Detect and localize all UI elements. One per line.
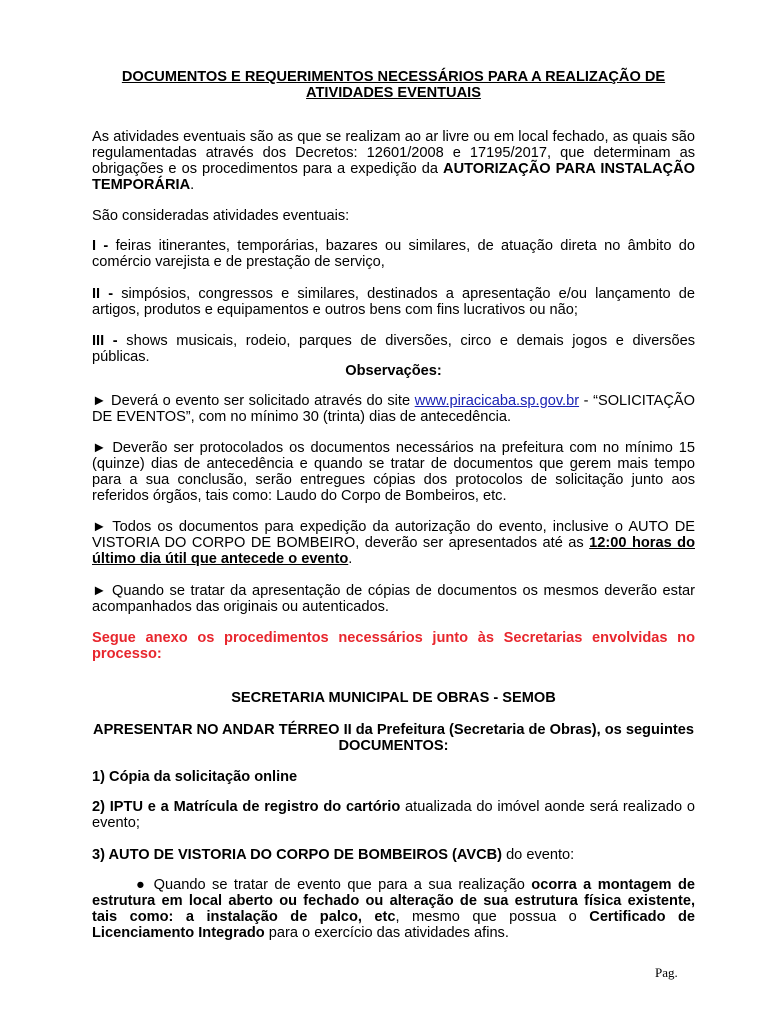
document-title (92, 69, 695, 101)
bullet-text-e: para o exercício das atividades afins. (264, 925, 509, 941)
req-2-text: atualizada do imóvel aonde será realizado o evento; (92, 799, 695, 831)
item-1-text: feiras itinerantes, temporárias, bazares ou similares, de atuação direta no âmbito do comércio varejista e de prestação de serviço, (92, 238, 695, 270)
bullet-text-d: Certificado de Licenciamento Integrado (92, 909, 696, 941)
bullet-paragraph (92, 877, 695, 941)
item-3-label: III - (92, 333, 118, 349)
item-2-label: II - (92, 286, 114, 302)
intro-text: As atividades eventuais são as que se realizam ao ar livre ou em local fechado, as quais são regulamentadas através dos Decretos: 12601/2008 e 17195/2017, que determinam as obrigações e os procedimentos para a expedição da (92, 129, 695, 177)
observations-title: Observações: (345, 363, 442, 379)
obs-3-deadline: 12:00 horas do último dia útil que antecede o evento (92, 535, 695, 567)
req-3-bold: 3) AUTO DE VISTORIA DO CORPO DE BOMBEIROS (AVCB) (92, 847, 503, 863)
item-3-text: shows musicais, rodeio, parques de diversões, circo e demais jogos e diversões públicas. (92, 333, 695, 365)
intro-paragraph (92, 129, 695, 193)
present-line-2: DOCUMENTOS: (338, 738, 449, 754)
obs-3-text-a: ► Todos os documentos para expedição da autorização do evento, inclusive o AUTO DE VISTORIA DO CORPO DE BOMBEIRO, deverão ser apresentados até as (92, 519, 695, 551)
semob-title: SECRETARIA MUNICIPAL DE OBRAS - SEMOB (231, 690, 556, 706)
item-3 (92, 333, 695, 365)
req-3-text: do evento: (502, 847, 575, 863)
req-2-bold: 2) IPTU e a Matrícula de registro do cartório (92, 799, 401, 815)
item-2-text: simpósios, congressos e similares, destinados a apresentação e/ou lançamento de artigos, produtos e equipamentos e outros bens com fins lucrativos ou não; (92, 286, 695, 318)
bullet-text-c: , mesmo que possua o (395, 909, 590, 925)
requirement-2 (92, 799, 695, 831)
intro-bold: AUTORIZAÇÃO PARA INSTALAÇÃO TEMPORÁRIA (92, 161, 695, 193)
red-note: Segue anexo os procedimentos necessários junto às Secretarias envolvidas no processo: (92, 630, 695, 662)
present-heading (92, 722, 695, 754)
observation-2: ► Deverão ser protocolados os documentos necessários na prefeitura com no mínimo 15 (quinze) dias de antecedência e quando se tratar de documentos que gerem mais tempo para a sua conclusão, serão entregues cópias dos protocolos de solicitação junto aos referidos órgãos, tais como: Laudo do Corpo de Bombeiros, etc. (92, 440, 695, 504)
obs-3-end: . (348, 551, 353, 567)
observation-4: ► Quando se tratar da apresentação de cópias de documentos os mesmos deverão estar acompanhados das originais ou autenticados. (92, 583, 695, 615)
title-line-2: ATIVIDADES EVENTUAIS (306, 85, 481, 101)
item-1-label: I - (92, 238, 109, 254)
page-number-label: Pag. (655, 965, 678, 980)
observation-1 (92, 393, 695, 425)
present-line-1: APRESENTAR NO ANDAR TÉRREO II da Prefeitura (Secretaria de Obras), os seguintes (93, 722, 694, 738)
bullet-text-b: ocorra a montagem de estrutura em local aberto ou fechado ou alteração de sua estrutura física existente, tais como: a instalação de palco, etc (92, 877, 695, 925)
intro-end: . (190, 177, 195, 193)
obs-1-text-b: - “SOLICITAÇÃO DE EVENTOS”, com no mínimo 30 (trinta) dias de antecedência. (92, 393, 696, 425)
bullet-text-a: ● Quando se tratar de evento que para a sua realização (136, 877, 532, 893)
title-line-1: DOCUMENTOS E REQUERIMENTOS NECESSÁRIOS PARA A REALIZAÇÃO DE (121, 69, 666, 85)
considered-line: São consideradas atividades eventuais: (92, 208, 350, 224)
website-link[interactable]: www.piracicaba.sp.gov.br (414, 393, 580, 409)
item-2 (92, 286, 695, 318)
requirement-1: 1) Cópia da solicitação online (92, 769, 298, 785)
obs-1-text-a: ► Deverá o evento ser solicitado através do site (92, 393, 415, 409)
requirement-3 (92, 847, 695, 863)
item-1 (92, 238, 695, 270)
observation-3 (92, 519, 695, 567)
